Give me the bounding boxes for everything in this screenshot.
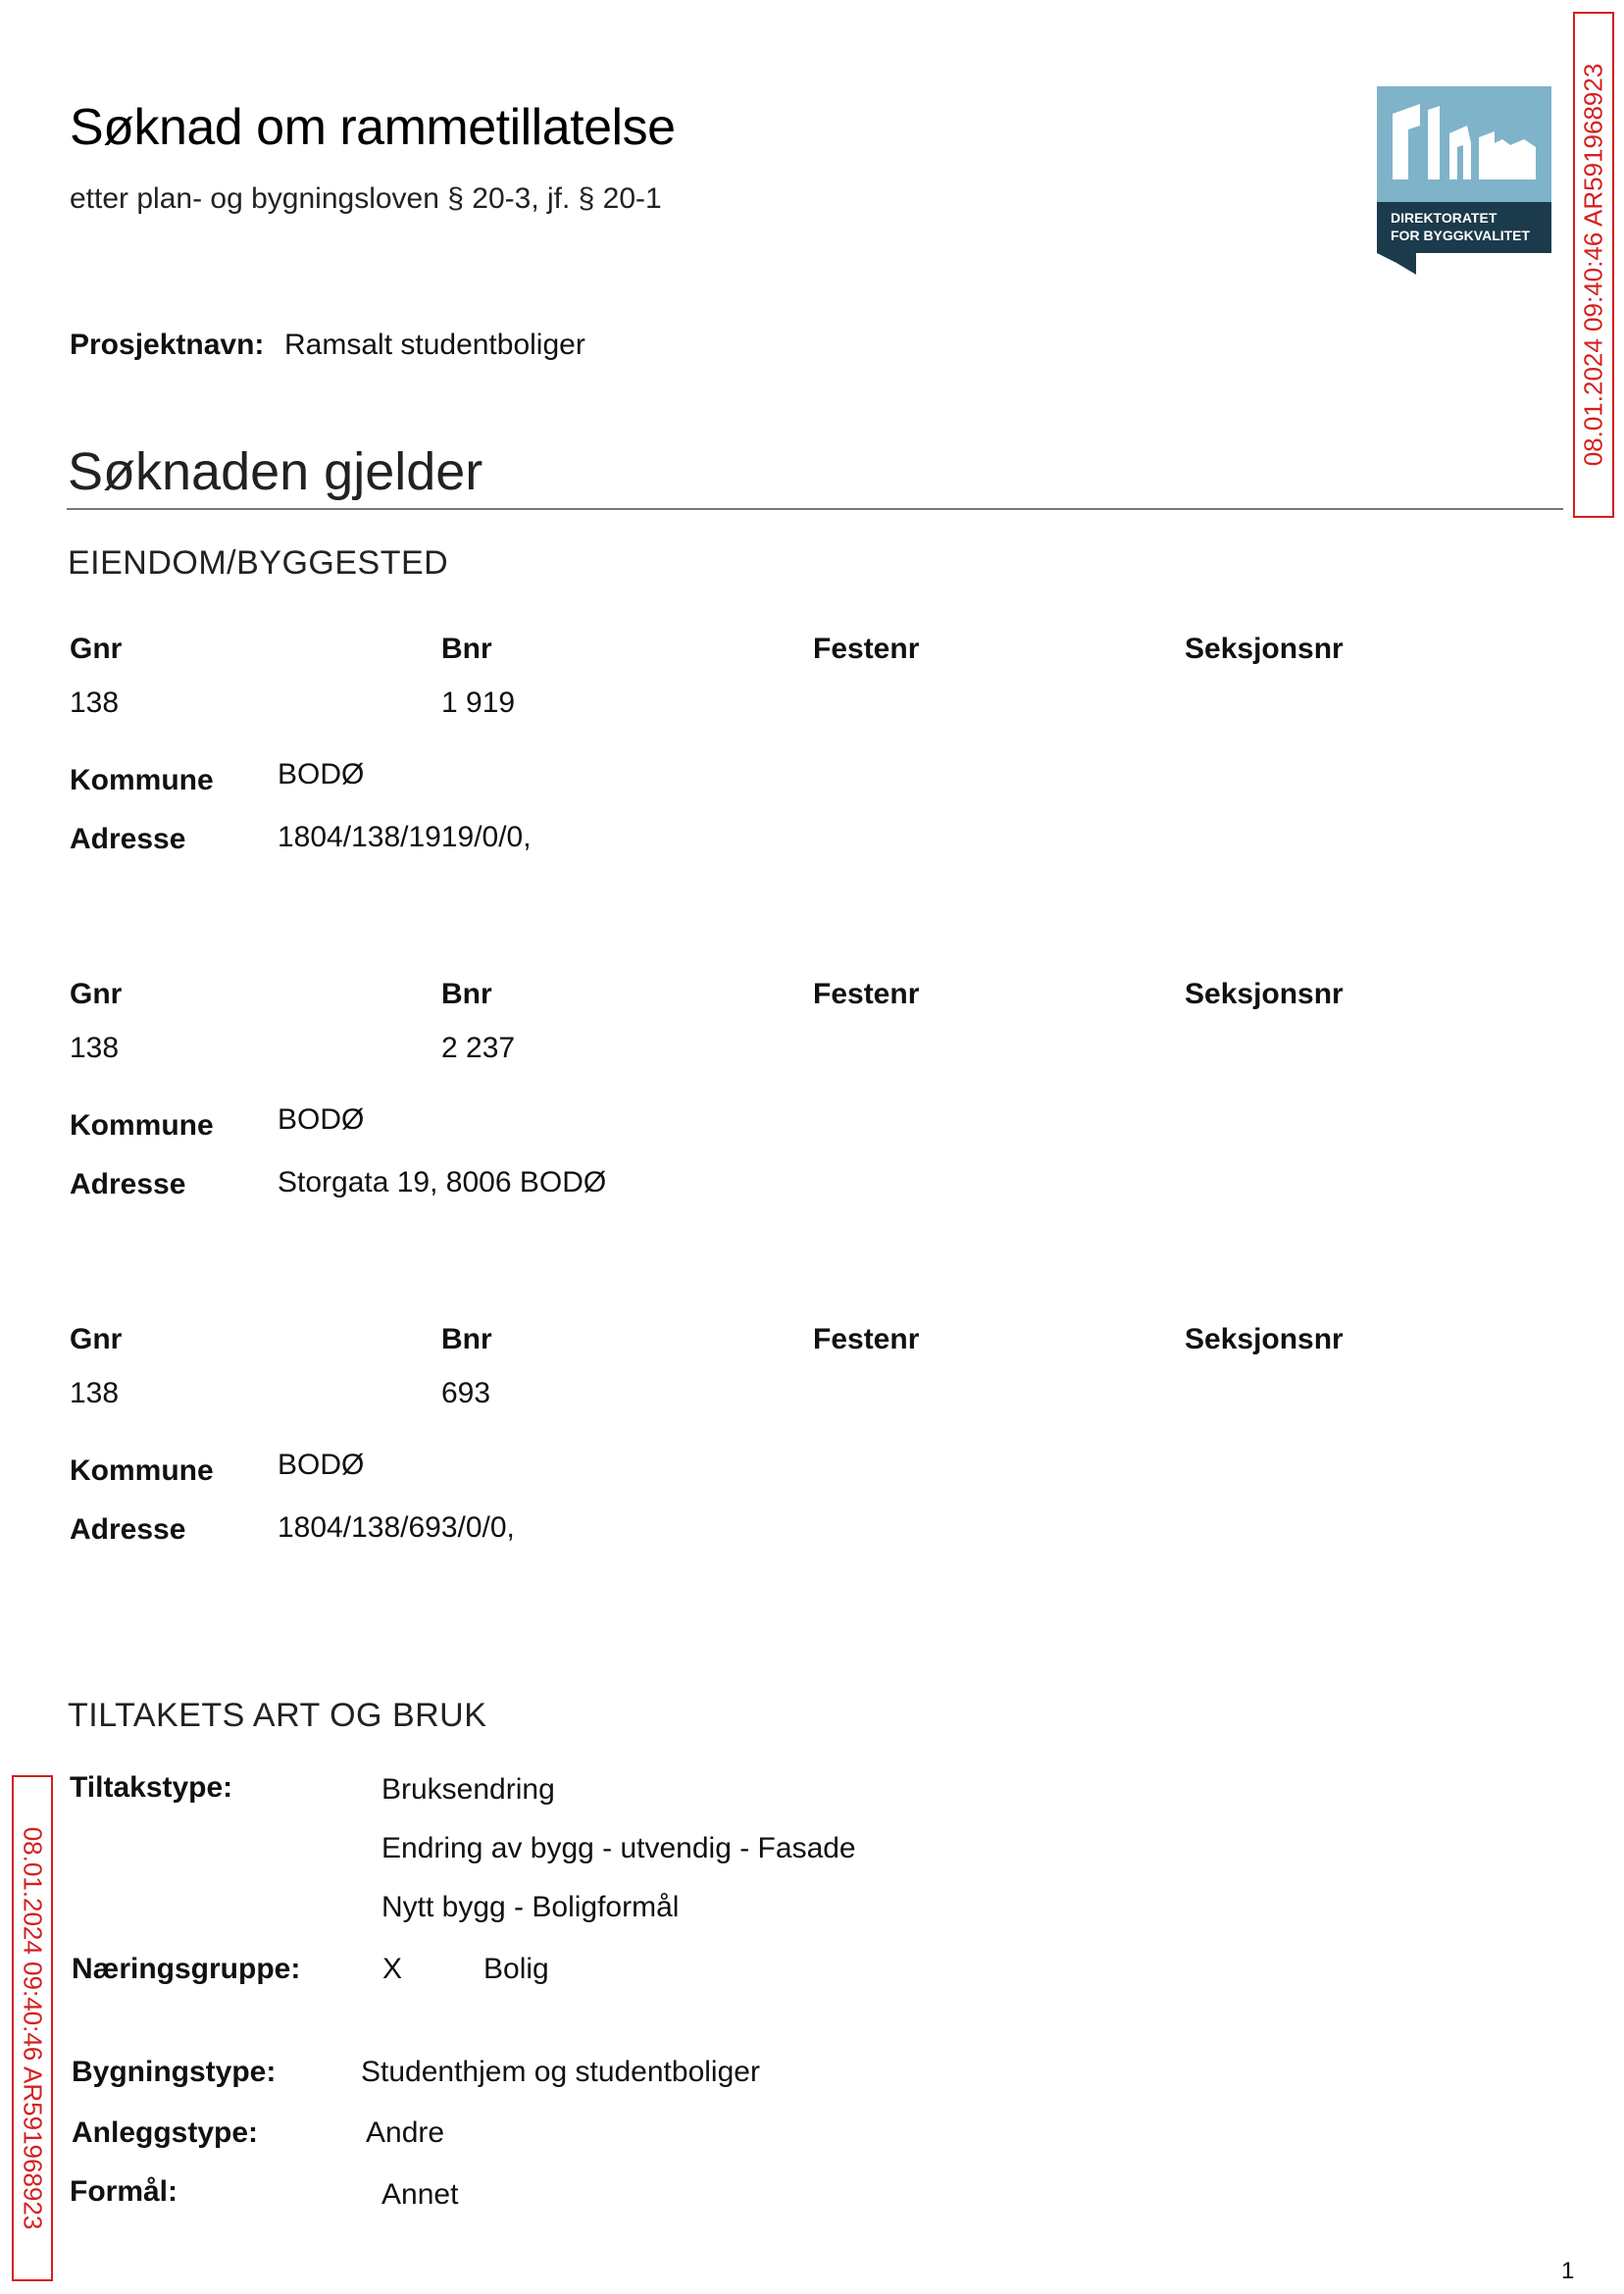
bnr-value: 693 — [441, 1377, 491, 1409]
adresse-value: Storgata 19, 8006 BODØ — [278, 1166, 607, 1198]
tiltakstype-label: Tiltakstype: — [70, 1771, 233, 1804]
gnr-label: Gnr — [70, 978, 123, 1010]
section-title: Søknaden gjelder — [68, 442, 483, 501]
adresse-value: 1804/138/693/0/0, — [278, 1511, 515, 1544]
page-number: 1 — [1561, 2258, 1575, 2284]
project-name-label: Prosjektnavn: — [70, 329, 265, 361]
project-name-value: Ramsalt studentboliger — [284, 329, 585, 361]
anleggstype-value: Andre — [366, 2116, 445, 2149]
seksjonsnr-label: Seksjonsnr — [1185, 1323, 1344, 1355]
kommune-label: Kommune — [70, 1109, 214, 1142]
adresse-label: Adresse — [70, 1168, 186, 1200]
bygningstype-value: Studenthjem og studentboliger — [361, 2056, 760, 2088]
naeringsgruppe-value: Bolig — [483, 1953, 549, 1985]
naeringsgruppe-label: Næringsgruppe: — [72, 1953, 301, 1985]
dibk-logo — [1377, 86, 1551, 275]
stamp-text: 08.01.2024 09:40:46 AR591968923 — [1578, 63, 1608, 467]
kommune-label: Kommune — [70, 764, 214, 796]
gnr-label: Gnr — [70, 1323, 123, 1355]
gnr-value: 138 — [70, 687, 120, 719]
logo-line-2: FOR BYGGKVALITET — [1391, 228, 1531, 243]
kommune-value: BODØ — [278, 1449, 365, 1481]
bnr-value: 2 237 — [441, 1032, 516, 1064]
kommune-label: Kommune — [70, 1454, 214, 1487]
seksjonsnr-label: Seksjonsnr — [1185, 978, 1344, 1010]
document-title: Søknad om rammetillatelse — [70, 99, 676, 156]
kommune-value: BODØ — [278, 758, 365, 790]
tiltakstype-value: Nytt bygg - Boligformål — [381, 1891, 680, 1923]
adresse-label: Adresse — [70, 823, 186, 855]
stamp-text: 08.01.2024 09:40:46 AR591968923 — [18, 1826, 48, 2230]
bnr-label: Bnr — [441, 978, 492, 1010]
festenr-label: Festenr — [813, 978, 920, 1010]
gnr-value: 138 — [70, 1032, 120, 1064]
naeringsgruppe-code: X — [382, 1953, 403, 1985]
bnr-value: 1 919 — [441, 687, 516, 719]
tiltak-heading: TILTAKETS ART OG BRUK — [68, 1697, 487, 1734]
logo-line-1: DIREKTORATET — [1391, 210, 1497, 226]
festenr-label: Festenr — [813, 1323, 920, 1355]
document-subtitle: etter plan- og bygningsloven § 20-3, jf. § 20-1 — [70, 182, 662, 215]
adresse-value: 1804/138/1919/0/0, — [278, 821, 532, 853]
tiltakstype-value: Endring av bygg - utvendig - Fasade — [381, 1832, 856, 1864]
tiltakstype-value: Bruksendring — [381, 1773, 555, 1806]
date-stamp-left — [12, 1775, 53, 2281]
property-heading: EIENDOM/BYGGESTED — [68, 544, 449, 582]
gnr-value: 138 — [70, 1377, 120, 1409]
bnr-label: Bnr — [441, 633, 492, 665]
building-logo-icon — [1377, 86, 1551, 275]
formal-value: Annet — [381, 2178, 459, 2211]
festenr-label: Festenr — [813, 633, 920, 665]
adresse-label: Adresse — [70, 1513, 186, 1546]
gnr-label: Gnr — [70, 633, 123, 665]
section-divider — [67, 508, 1563, 510]
formal-label: Formål: — [70, 2175, 178, 2208]
bnr-label: Bnr — [441, 1323, 492, 1355]
anleggstype-label: Anleggstype: — [72, 2116, 259, 2149]
date-stamp-right — [1573, 12, 1614, 518]
seksjonsnr-label: Seksjonsnr — [1185, 633, 1344, 665]
kommune-value: BODØ — [278, 1103, 365, 1136]
bygningstype-label: Bygningstype: — [72, 2056, 277, 2088]
